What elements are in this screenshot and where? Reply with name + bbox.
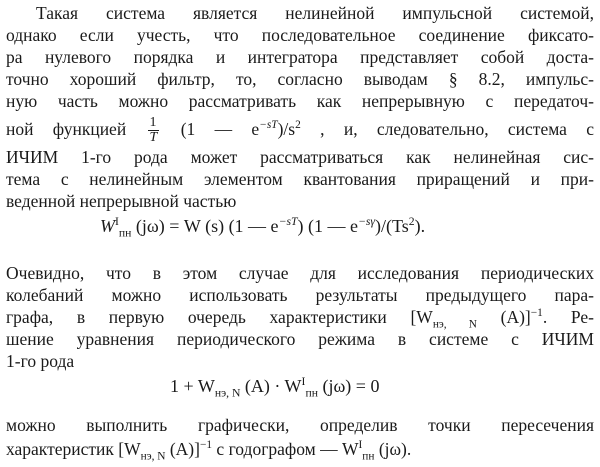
exponent: −1 [530, 307, 543, 320]
superscript: I [115, 215, 119, 228]
exponent: 2 [408, 215, 415, 228]
subscript: пн [305, 386, 318, 400]
text-fragment: характеристик [W [6, 439, 141, 459]
math-text: )/(Ts [375, 216, 409, 236]
exponent: 2 [295, 119, 301, 132]
text-line: Очевидно, что в этом случае для исследования периодических [6, 263, 594, 283]
math-text: )/s [277, 119, 296, 139]
subscript: пн [118, 226, 132, 240]
math-fragment [181, 119, 301, 139]
math-text: (A) · W [240, 376, 302, 396]
exponent: −sγ [357, 215, 376, 228]
text-line: точно хороший фильтр, то, согласно выводам § 8.2, импульс- [6, 69, 594, 89]
text-line: 1-го рода [6, 351, 75, 371]
math-text: 1 + W [170, 376, 215, 396]
math-text: (A)] [165, 439, 200, 459]
text-line: тема с нелинейным элементом квантования приращений и при- [6, 169, 594, 189]
math-text: ). [414, 216, 426, 236]
text-line: шение уравнения периодического режима в системе с ИЧИМ [6, 329, 594, 349]
text-line-with-math [6, 438, 594, 463]
math-symbol: W [100, 216, 115, 236]
superscript: I [301, 375, 306, 388]
math-text: (1 — e [180, 119, 260, 139]
math-text: (jω) = 0 [317, 376, 380, 396]
text-line: колебаний можно использовать результаты предыдущего пара- [6, 285, 594, 305]
transfer-function-formula [100, 214, 425, 238]
text-line: Такая система является нелинейной импульсной системой, [36, 3, 594, 23]
exponent: −1 [199, 439, 213, 452]
text-line: однако если учесть, что последовательное соединение фиксато- [6, 25, 594, 45]
text-fragment: , и, следовательно, система с [320, 119, 595, 139]
text-fragment: графа, в первую очередь характеристики [W [6, 307, 433, 327]
fraction [148, 116, 160, 145]
fraction-numerator: 1 [148, 116, 160, 131]
text-line: ИЧИМ 1-го рода может рассматриваться как нелинейная сис- [6, 147, 594, 167]
math-text: (jω) = W (s) (1 — e [135, 216, 279, 236]
text-line-with-math [6, 306, 594, 331]
subscript: нэ, N [140, 450, 166, 463]
exponent: −sT [259, 119, 278, 132]
text-fragment: с годографом — W [212, 439, 359, 459]
subscript: нэ, N [432, 318, 477, 331]
exponent: −sT [278, 215, 298, 228]
fraction-denominator: T [149, 130, 158, 146]
text-line: можно выполнить графически, определив точки пересечения [6, 415, 594, 435]
text-line: ную часть можно рассматривать как непрерывную с передаточ- [6, 91, 594, 111]
math-text: (A)] [476, 307, 531, 327]
text-fragment: ной функцией [6, 119, 127, 139]
text-line: веденной непрерывной частью [6, 191, 237, 211]
subscript: нэ, N [214, 386, 241, 400]
text-line: ра нулевого порядка и интегратора представляет собой доста- [6, 47, 594, 67]
subscript: пн [362, 450, 375, 463]
text-fragment: . Ре- [542, 307, 594, 327]
math-text: ) (1 — e [297, 216, 358, 236]
superscript: I [358, 439, 363, 452]
periodic-regime-equation [170, 374, 379, 398]
text-line-with-fraction [6, 114, 594, 145]
math-text: (jω). [374, 439, 412, 459]
